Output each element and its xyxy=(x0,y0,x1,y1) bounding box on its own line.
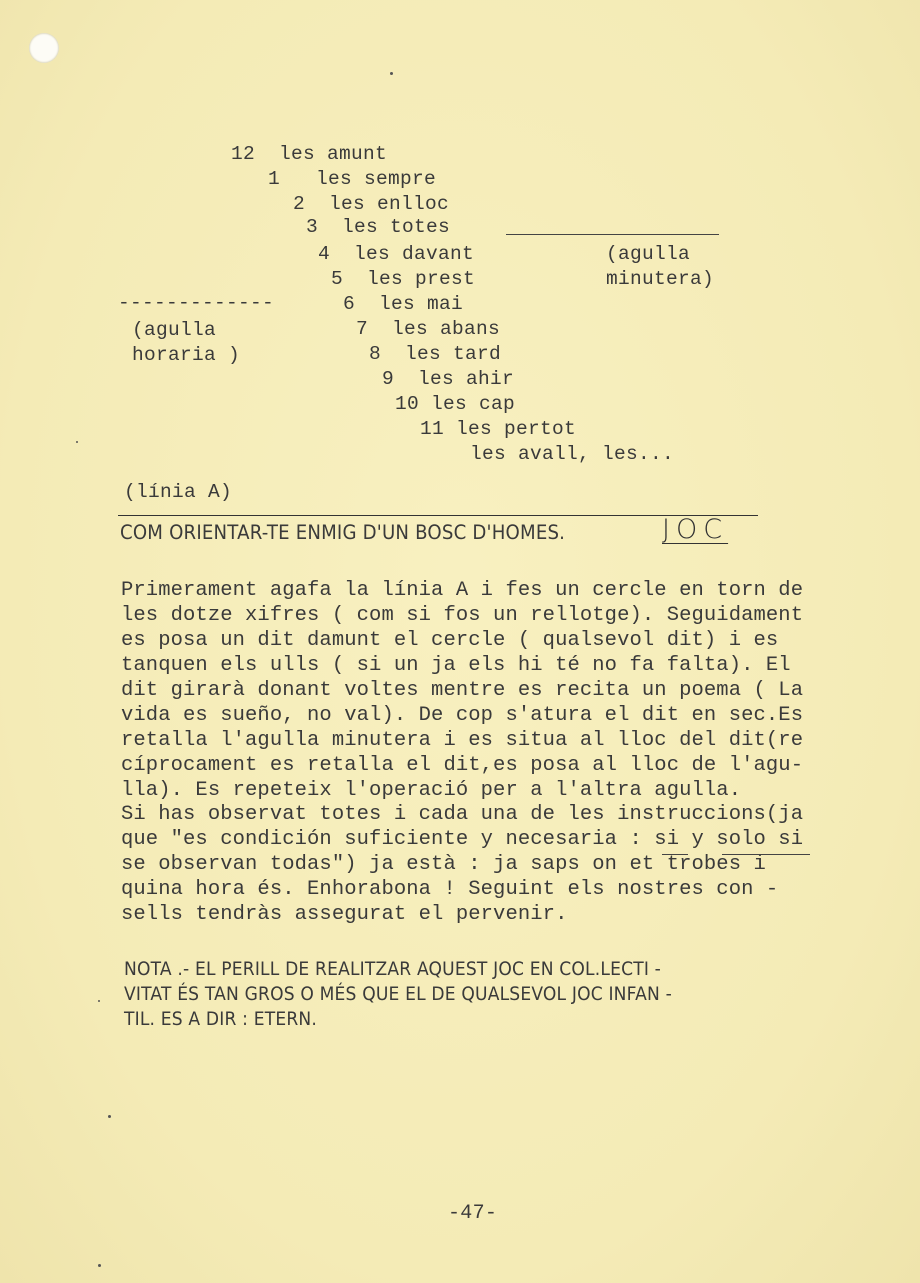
clock-line-11: 11 les pertot xyxy=(420,418,577,440)
clock-line-1: 1 les sempre xyxy=(268,168,437,190)
paragraph-line: vida es sueño, no val). De cop s'atura el dit en sec.Es xyxy=(121,704,804,727)
paragraph-line: se observan todas") ja està : ja saps on et trobes i xyxy=(121,853,766,876)
clock-line-2: 2 les enlloc xyxy=(293,193,450,215)
hour-hand-label-1: (agulla xyxy=(132,319,217,341)
speck xyxy=(108,1115,111,1118)
paragraph-line: tanquen els ulls ( si un ja els hi té no fa falta). El xyxy=(121,654,791,677)
clock-line-3: 3 les totes xyxy=(306,216,451,238)
page-number: -47- xyxy=(448,1202,498,1225)
note-line: TIL. ES A DIR : ETERN. xyxy=(124,1008,317,1030)
paragraph-line: Si has observat totes i cada una de les instruccions(ja xyxy=(121,803,804,826)
clock-line-rest: les avall, les... xyxy=(470,443,675,465)
underline-solo-si xyxy=(722,854,810,855)
underline-si xyxy=(662,854,688,855)
clock-line-10: 10 les cap xyxy=(395,393,516,415)
hour-hand-line: ------------- xyxy=(118,292,275,314)
minute-hand-label-2: minutera) xyxy=(606,268,715,290)
speck xyxy=(98,1264,101,1267)
line-a-label: (línia A) xyxy=(124,481,233,503)
speck xyxy=(98,1000,100,1002)
clock-line-8: 8 les tard xyxy=(369,343,502,365)
hour-hand-label-2: horaria ) xyxy=(132,344,241,366)
paragraph-line: lla). Es repeteix l'operació per a l'altra agulla. xyxy=(121,779,742,802)
paragraph-line: sells tendràs assegurat el pervenir. xyxy=(121,903,568,926)
paragraph-line: les dotze xifres ( com si fos un rellotge). Seguidament xyxy=(121,604,804,627)
minute-hand-label-1: (agulla xyxy=(606,243,691,265)
paragraph-line: cíprocament es retalla el dit,es posa al lloc de l'agu- xyxy=(121,754,804,777)
paragraph-line: quina hora és. Enhorabona ! Seguint els nostres con - xyxy=(121,878,779,901)
paragraph-line: Primerament agafa la línia A i fes un cercle en torn de xyxy=(121,579,804,602)
note-line: NOTA .- EL PERILL DE REALITZAR AQUEST JOC EN COL.LECTI - xyxy=(124,958,662,980)
note-line: VITAT ÉS TAN GROS O MÉS QUE EL DE QUALSEVOL JOC INFAN - xyxy=(124,983,672,1005)
section-heading: COM ORIENTAR-TE ENMIG D'UN BOSC D'HOMES. xyxy=(120,521,566,544)
paragraph-line: dit girarà donant voltes mentre es recita un poema ( La xyxy=(121,679,804,702)
speck xyxy=(390,72,393,75)
paragraph-line: que "es condición suficiente y necesaria : si y solo si xyxy=(121,828,804,851)
minute-hand-line xyxy=(506,234,719,235)
speck xyxy=(76,441,78,443)
paragraph-line: es posa un dit damunt el cercle ( qualsevol dit) i es xyxy=(121,629,779,652)
joc-label: JOC xyxy=(662,514,729,545)
clock-line-12: 12 les amunt xyxy=(231,143,388,165)
clock-line-4: 4 les davant xyxy=(318,243,475,265)
clock-line-5: 5 les prest xyxy=(331,268,476,290)
punch-hole xyxy=(29,33,59,63)
paragraph-line: retalla l'agulla minutera i es situa al lloc del dit(re xyxy=(121,729,804,752)
clock-line-7: 7 les abans xyxy=(356,318,501,340)
clock-line-9: 9 les ahir xyxy=(382,368,515,390)
clock-line-6: 6 les mai xyxy=(343,293,464,315)
